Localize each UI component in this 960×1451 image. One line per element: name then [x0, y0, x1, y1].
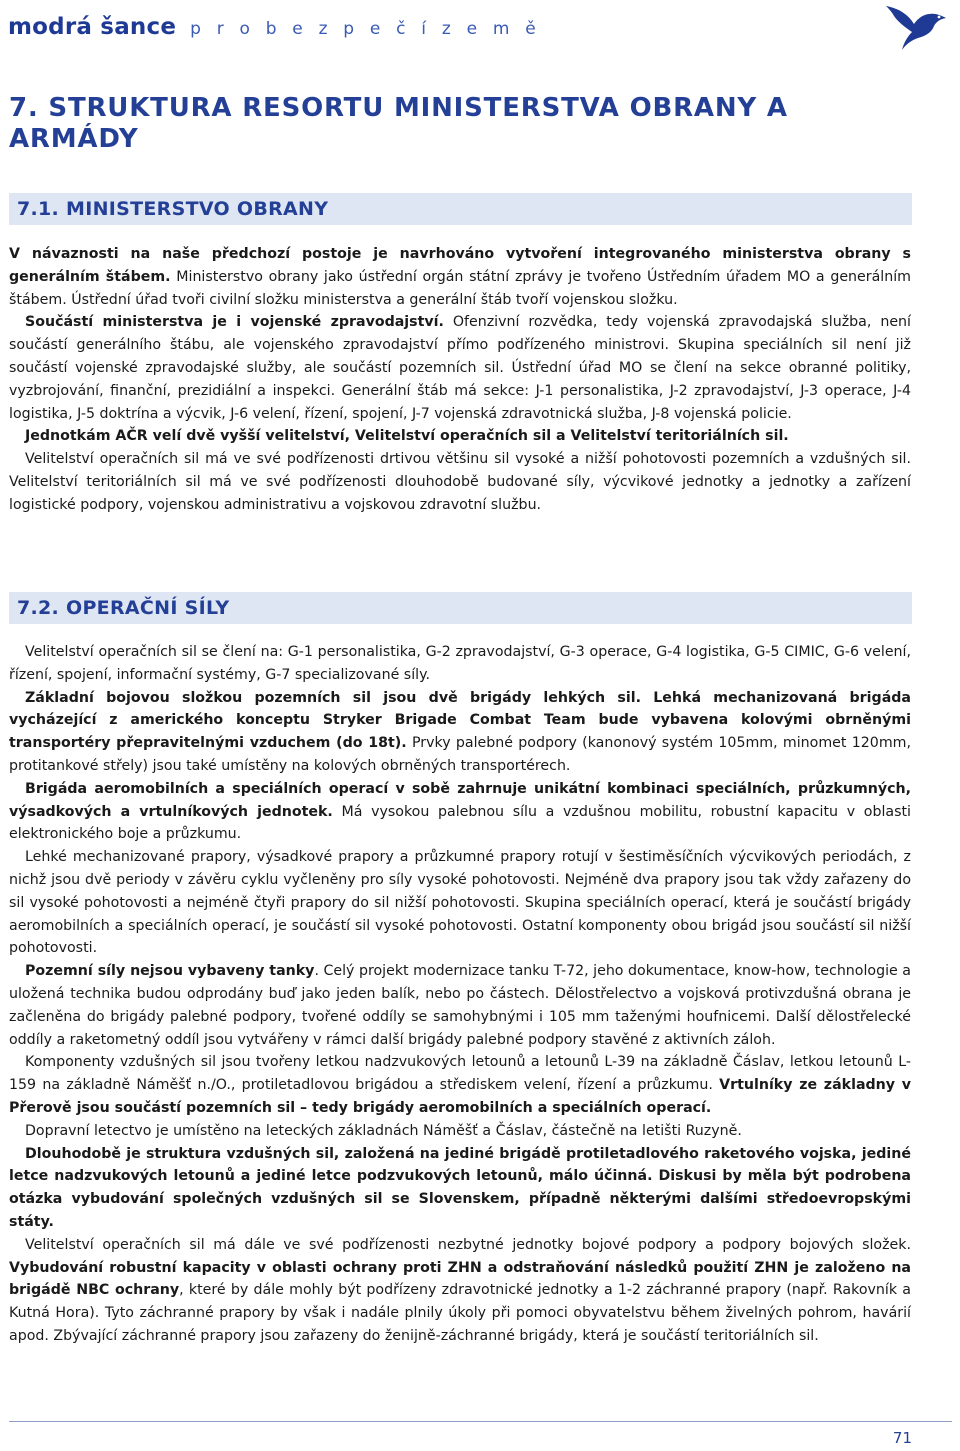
paragraph	[9, 687, 911, 778]
paragraph	[9, 243, 911, 311]
text-run: Dopravní letectvo je umístěno na leteckých základnách Náměšť a Čáslav, částečně na letišti Ruzyně.	[25, 1122, 742, 1139]
section-title: 7.1. MINISTERSTVO OBRANY	[17, 198, 329, 220]
bold-text-run: Dlouhodobě je struktura vzdušných sil, založená na jediné brigádě protiletadlového raketového vojska, jediné letce nadzvukových letounů a jediné letce podzvukových letounů, málo účinná. Diskusi by měla být podrobena otázka vybudování společných vzdušných sil se Slovenskem, případně některými dalšími středoevropskými státy.	[9, 1145, 911, 1230]
paragraph	[9, 1234, 911, 1348]
section-title: 7.2. OPERAČNÍ SÍLY	[17, 597, 230, 619]
text-run: Velitelství operačních sil má dále ve své podřízenosti nezbytné jednotky bojové podpory a podpory bojových složek.	[25, 1236, 911, 1253]
text-run: Velitelství operačních sil má ve své podřízenosti drtivou většinu sil vysoké a nižší pohotovosti pozemních a vzdušných sil. Velitelství teritoriálních sil má ve své podřízenosti dlouhodobě budované síly, výcvikové jednotky a jednotky a zařízení logistické podpory, vojenskou administrativu a vojskovou zdravotní službu.	[9, 451, 911, 513]
section-bar-ministerstvo	[9, 193, 912, 225]
text-run: , které by dále mohly být podřízeny zdravotnické jednotky a 1-2 záchranné prapory (např. Rakovník a Kutná Hora). Tyto záchranné prapory by však i nadále plnily úkoly při pomoci obyvatelstvu během živelných pohrom, havárií apod. Zbývající záchranné prapory jsou zařazeny do ženijně-záchranné brigády, která je součástí teritoriálních sil.	[9, 1282, 911, 1344]
text-run: Prvky palebné podpory (kanonový systém 105mm, minomet 120mm, protitankové střely) jsou také umístěny na kolových obrněných transportérech.	[9, 735, 911, 774]
bold-text-run: Brigáda aeromobilních a speciálních operací v sobě zahrnuje unikátní kombinaci speciálních, průzkumných, výsadkových a vrtulníkových jednotek.	[9, 780, 911, 820]
text-run: Komponenty vzdušných sil jsou tvořeny letkou nadzvukových letounů a letounů L-39 na základně Čáslav, letkou letounů L-159 na základně Náměšť n./O., protiletadlovou brigádou a střediskem velení, řízení a průzkumu.	[9, 1054, 911, 1094]
text-run: Lehké mechanizované prapory, výsadkové prapory a průzkumné prapory rotují v šestiměsíčních výcvikových periodách, z nichž jsou dvě periody v závěru cyklu vyčleněny pro síly vysoké pohotovosti. Nejméně dva prapory jsou tak vždy zařazeny do sil vysoké pohotovosti a nejméně čtyři prapory do sil nižší pohotovosti. Skupina speciálních operací, která je součástí brigády aeromobilních a speciálních operací, je součástí sil vysoké pohotovosti. Ostatní komponenty obou brigád jsou součástí sil nižší pohotovosti.	[9, 849, 911, 957]
bird-logo-icon	[884, 0, 952, 52]
paragraph	[9, 425, 911, 448]
text-run: Ministerstvo obrany jako ústřední orgán státní zprávy je tvořeno Ústředním úřadem MO a generálním štábem. Ústřední úřad tvoři civilní složku ministerstva a generální štáb tvoří vojenskou složku.	[9, 268, 911, 308]
section-body-operacni-sily	[9, 641, 911, 1348]
paragraph	[9, 641, 911, 687]
paragraph	[9, 448, 911, 516]
bold-text-run: Vrtulníky ze základny v Přerově jsou součástí pozemních sil – tedy brigády aeromobilních a speciálních operací.	[9, 1077, 911, 1116]
brand-header	[8, 14, 541, 44]
bold-text-run: V návaznosti na naše předchozí postoje je navrhováno vytvoření integrovaného ministerstva obrany s generálním štábem.	[9, 246, 911, 285]
bold-text-run: Jednotkám AČR velí dvě vyšší velitelství, Velitelství operačních sil a Velitelství teritoriálních sil.	[25, 428, 789, 445]
text-run: . Celý projekt modernizace tanku T-72, jeho dokumentace, know-how, technologie a uložená technika budou odprodány buď jako jeden balík, nebo po částech. Dělostřelectvo a vojsková protivzdušná obrana je začleněna do brigády palebné podpory, tvořené oddíly se samohybnými i 105 mm taženými houfnicemi. Další dělostřelecké oddíly a raketometný oddíl jsou vytvářeny v rámci další brigády palebné podpory stavěné z aktivních záloh.	[9, 963, 911, 1048]
page-number: 71	[892, 1429, 912, 1447]
bold-text-run: Pozemní síly nejsou vybaveny tanky	[25, 963, 315, 980]
brand-name: modrá šance	[8, 14, 177, 40]
paragraph	[9, 1051, 911, 1119]
footer-divider	[9, 1421, 952, 1422]
bold-text-run: Vybudování robustní kapacity v oblasti ochrany proti ZHN a odstraňování následků použití ZHN je založeno na brigádě NBC ochrany	[9, 1259, 911, 1299]
section-bar-operacni-sily	[9, 592, 912, 624]
paragraph	[9, 846, 911, 960]
bold-text-run: Součástí ministerstva je i vojenské zpravodajství.	[25, 314, 444, 331]
bold-text-run: Základní bojovou složkou pozemních sil jsou dvě brigády lehkých sil. Lehká mechanizovaná brigáda vycházející z amerického konceptu Stryker Brigade Combat Team bude vybavena kolovými obrněnými transportéry přepravitelnými vzduchem (do 18t).	[9, 689, 911, 752]
chapter-title: 7. STRUKTURA RESORTU MINISTERSTVA OBRANY A ARMÁDY	[9, 93, 788, 154]
text-run: Má vysokou palebnou sílu a vzdušnou mobilitu, robustní kapacitu v oblasti elektronického boje a průzkumu.	[9, 803, 911, 843]
section-body-ministerstvo	[9, 243, 911, 517]
paragraph	[9, 1143, 911, 1234]
paragraph	[9, 1120, 911, 1143]
paragraph	[9, 778, 911, 846]
paragraph	[9, 311, 911, 425]
paragraph	[9, 960, 911, 1051]
text-run: Ofenzivní rozvědka, tedy vojenská zpravodajská služba, není součástí generálního štábu, ale vojenského zpravodajství přímo podřízeného ministrovi. Skupina speciálních sil není již součástí vojenské zpravodajské služby, ale součástí pozemních sil. Ústřední úřad MO se člení na sekce obranné politiky, vyzbrojování, finanční, prezidiální a inspekci. Generální štáb má sekce: J-1 personalistika, J-2 zpravodajství, J-3 operace, J-4 logistika, J-5 doktrína a výcvik, J-6 velení, řízení, spojení, J-7 vojenská zdravotnická služba, J-8 vojenská policie.	[9, 314, 911, 422]
text-run: Velitelství operačních sil se člení na: G-1 personalistika, G-2 zpravodajství, G-3 operace, G-4 logistika, G-5 CIMIC, G-6 velení, řízení, spojení, informační systémy, G-7 specializované síly.	[9, 644, 911, 683]
brand-tagline: p r o b e z p e č í z e m ě	[190, 19, 541, 39]
